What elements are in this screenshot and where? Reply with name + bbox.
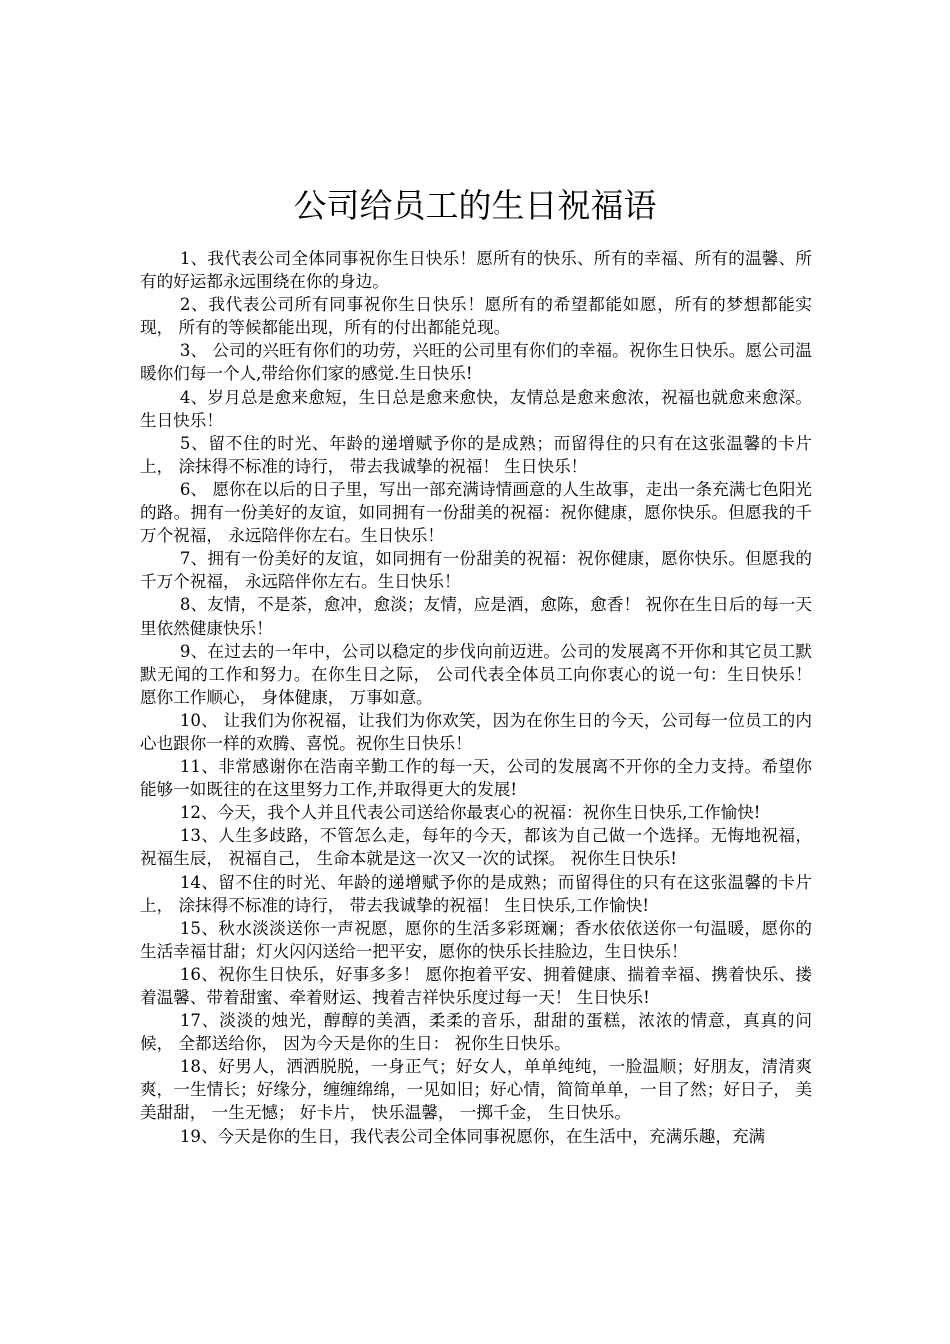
paragraph-4: 4、岁月总是愈来愈短，生日总是愈来愈快，友情总是愈来愈浓，祝福也就愈来愈深。生日快乐！ (140, 387, 812, 430)
paragraph-17: 17、淡淡的烛光，醇醇的美酒，柔柔的音乐，甜甜的蛋糕，浓浓的情意，真真的问候， 全都送给你， 因为今天是你的生日： 祝你生日快乐。 (140, 1011, 812, 1054)
paragraph-16: 16、祝你生日快乐，好事多多！ 愿你抱着平安、拥着健康、揣着幸福、携着快乐、搂着温馨、带着甜蜜、牵着财运、拽着吉祥快乐度过每一天！ 生日快乐! (140, 964, 812, 1007)
paragraph-9: 9、在过去的一年中，公司以稳定的步伐向前迈进。公司的发展离不开你和其它员工默默无闻的工作和努力。在你生日之际， 公司代表全体员工向你衷心的说一句：生日快乐！ 愿你工作顺心， 身体健康， 万事如意。 (140, 641, 812, 707)
paragraph-2: 2、我代表公司所有同事祝你生日快乐！愿所有的希望都能如愿，所有的梦想都能实现， 所有的等候都能出现，所有的付出都能兑现。 (140, 295, 812, 338)
paragraph-14: 14、留不住的时光、年龄的递增赋予你的是成熟；而留得住的只有在这张温馨的卡片上， 涂抹得不标准的诗行， 带去我诚挚的祝福！ 生日快乐,工作愉快! (140, 872, 812, 915)
paragraph-5: 5、留不住的时光、年龄的递增赋予你的是成熟；而留得住的只有在这张温馨的卡片上， 涂抹得不标准的诗行， 带去我诚挚的祝福！ 生日快乐！ (140, 433, 812, 476)
paragraph-10: 10、 让我们为你祝福，让我们为你欢笑，因为在你生日的今天，公司每一位员工的内心也跟你一样的欢腾、喜悦。祝你生日快乐！ (140, 710, 812, 753)
paragraph-8: 8、友情，不是茶，愈冲，愈淡；友情，应是酒，愈陈，愈香！ 祝你在生日后的每一天里依然健康快乐！ (140, 595, 812, 638)
paragraph-15: 15、秋水淡淡送你一声祝愿，愿你的生活多彩斑斓；香水依依送你一句温暖，愿你的生活幸福甘甜；灯火闪闪送给一把平安，愿你的快乐长挂脸边，生日快乐！ (140, 918, 812, 961)
document-body (140, 247, 812, 1148)
paragraph-1: 1、我代表公司全体同事祝你生日快乐！愿所有的快乐、所有的幸福、所有的温馨、所有的好运都永远围绕在你的身边。 (140, 249, 812, 292)
paragraph-12: 12、今天，我个人并且代表公司送给你最衷心的祝福：祝你生日快乐,工作愉快! (179, 803, 761, 823)
document-title: 公司给员工的生日祝福语 (293, 186, 657, 225)
paragraph-7: 7、拥有一份美好的友谊，如同拥有一份甜美的祝福：祝你健康，愿你快乐。但愿我的千万个祝福， 永远陪伴你左右。生日快乐！ (140, 549, 812, 592)
paragraph-11: 11、非常感谢你在浩南辛勤工作的每一天，公司的发展离不开你的全力支持。希望你能够一如既往的在这里努力工作,并取得更大的发展! (140, 757, 812, 800)
paragraph-18: 18、好男人，洒洒脱脱，一身正气；好女人，单单纯纯，一脸温顺；好朋友，清清爽爽，一生情长；好缘分，缠缠绵绵，一见如旧；好心情，简简单单，一目了然；好日子， 美美甜甜， 一生无憾； 好卡片， 快乐温馨， 一掷千金， 生日快乐。 (140, 1057, 812, 1123)
paragraph-3: 3、 公司的兴旺有你们的功劳，兴旺的公司里有你们的幸福。祝你生日快乐。愿公司温暖你们每一个人,带给你们家的感觉.生日快乐! (140, 341, 812, 384)
paragraph-6: 6、 愿你在以后的日子里，写出一部充满诗情画意的人生故事，走出一条充满七色阳光的路。拥有一份美好的友谊，如同拥有一份甜美的祝福：祝你健康，愿你快乐。但愿我的千万个祝福， 永远陪伴你左右。生日快乐！ (140, 479, 812, 546)
paragraph-19: 19、今天是你的生日，我代表公司全体同事祝愿你，在生活中，充满乐趣，充满 (179, 1126, 766, 1146)
paragraph-13: 13、人生多歧路，不管怎么走，每年的今天，都该为自己做一个选择。无悔地祝福， 祝福生辰， 祝福自己， 生命本就是这一次又一次的试探。 祝你生日快乐! (140, 826, 812, 869)
